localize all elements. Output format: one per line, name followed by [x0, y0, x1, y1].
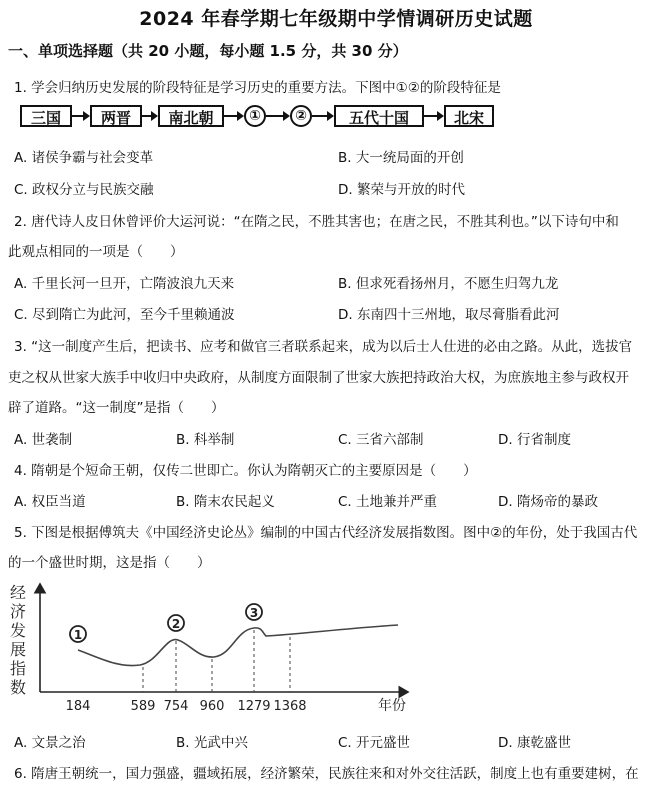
question-6-stem: 6. 隋唐王朝统一，国力强盛，疆域拓展，经济繁荣，民族往来和对外交往活跃，制度上也有重要建树，在: [14, 766, 639, 782]
timeline-box-nanbeichao: 南北朝: [158, 105, 224, 127]
question-2-stem-line2: 此观点相同的一项是（ ）: [8, 244, 184, 260]
x-axis-label: 年份: [378, 698, 406, 714]
chart-marker-label-1: 1: [73, 628, 83, 642]
q3-option-b[interactable]: B. 科举制: [176, 432, 235, 448]
x-tick-label-1279: 1279: [237, 699, 271, 714]
page-title: 2024 年春学期七年级期中学情调研历史试题: [139, 8, 533, 30]
y-axis-label-char: 数: [9, 678, 27, 697]
section-heading: 一、单项选择题（共 20 小题，每小题 1.5 分，共 30 分）: [8, 42, 408, 60]
timeline-arrow: [142, 115, 156, 117]
x-tick-label-754: 754: [163, 699, 189, 714]
question-4-stem: 4. 隋朝是个短命王朝，仅传二世即亡。你认为隋朝灭亡的主要原因是（ ）: [14, 463, 477, 479]
timeline-arrow: [424, 115, 442, 117]
timeline-arrow: [312, 115, 332, 117]
q2-option-a[interactable]: A. 千里长河一旦开，亡隋波浪九天来: [14, 276, 235, 292]
y-axis-label: [10, 583, 26, 697]
x-tick-label-1368: 1368: [273, 699, 307, 714]
y-axis-label-char: 发: [9, 621, 27, 640]
q3-option-a[interactable]: A. 世袭制: [14, 432, 73, 448]
q3-option-c[interactable]: C. 三省六部制: [338, 432, 424, 448]
question-5-stem-line1: 5. 下图是根据傅筑夫《中国经济史论丛》编制的中国古代经济发展指数图。图中②的年份，处于我国古代: [14, 525, 638, 541]
x-tick-label-184: 184: [65, 699, 91, 714]
q5-option-a[interactable]: A. 文景之治: [14, 735, 86, 751]
question-1-stem: 1. 学会归纳历史发展的阶段特征是学习历史的重要方法。下图中①②的阶段特征是: [14, 80, 501, 96]
q4-option-d[interactable]: D. 隋炀帝的暴政: [498, 494, 598, 510]
q2-option-b[interactable]: B. 但求死看扬州月，不愿生归驾九龙: [338, 276, 559, 292]
y-axis-label-char: 展: [9, 640, 27, 659]
chart-marker-label-2: 2: [171, 617, 181, 631]
timeline-arrow: [72, 115, 88, 117]
q1-option-b[interactable]: B. 大一统局面的开创: [338, 150, 464, 166]
y-axis-label-char: 指: [9, 659, 27, 678]
chart-marker-label-3: 3: [249, 606, 259, 620]
timeline-box-liangjin: 两晋: [90, 105, 142, 127]
timeline-blank-1: ①: [244, 105, 266, 127]
timeline-box-beisong: 北宋: [444, 105, 494, 127]
q1-option-d[interactable]: D. 繁荣与开放的时代: [338, 182, 465, 198]
q3-option-d[interactable]: D. 行省制度: [498, 432, 571, 448]
q5-option-d[interactable]: D. 康乾盛世: [498, 735, 571, 751]
timeline-arrow: [224, 115, 242, 117]
x-tick-label-589: 589: [130, 699, 156, 714]
timeline-box-wudaishiguo: 五代十国: [334, 105, 424, 127]
q4-option-b[interactable]: B. 隋末农民起义: [176, 494, 275, 510]
q4-option-a[interactable]: A. 权臣当道: [14, 494, 86, 510]
question-2-stem-line1: 2. 唐代诗人皮日休曾评价大运河说：“在隋之民，不胜其害也；在唐之民，不胜其利也。”以下诗句中和: [14, 214, 619, 230]
q1-option-a[interactable]: A. 诸侯争霸与社会变革: [14, 150, 154, 166]
q5-option-b[interactable]: B. 光武中兴: [176, 735, 248, 751]
timeline-box-sanguo: 三国: [20, 105, 72, 127]
q2-option-d[interactable]: D. 东南四十三州地，取尽膏脂看此河: [338, 307, 560, 323]
economic-index-chart: [0, 578, 672, 728]
y-axis-label-char: 济: [9, 602, 27, 621]
q2-option-c[interactable]: C. 尽到隋亡为此河，至今千里赖通波: [14, 307, 235, 323]
q5-option-c[interactable]: C. 开元盛世: [338, 735, 411, 751]
q1-option-c[interactable]: C. 政权分立与民族交融: [14, 182, 154, 198]
x-tick-label-960: 960: [199, 699, 225, 714]
q4-option-c[interactable]: C. 土地兼并严重: [338, 494, 438, 510]
y-axis-label-char: 经: [9, 583, 27, 602]
timeline-blank-2: ②: [290, 105, 312, 127]
question-3-stem-line2: 吏之权从世家大族手中收归中央政府，从制度方面限制了世家大族把持政治大权，为庶族地主参与政权开: [8, 370, 629, 386]
question-5-stem-line2: 的一个盛世时期，这是指（ ）: [8, 555, 211, 571]
question-3-stem-line1: 3. “这一制度产生后，把读书、应考和做官三者联系起来，成为以后士人仕进的必由之路。从此，选拔官: [14, 339, 633, 355]
timeline-arrow: [266, 115, 288, 117]
question-3-stem-line3: 辟了道路。“这一制度”是指（ ）: [8, 400, 225, 416]
economic-index-curve: [78, 625, 398, 666]
